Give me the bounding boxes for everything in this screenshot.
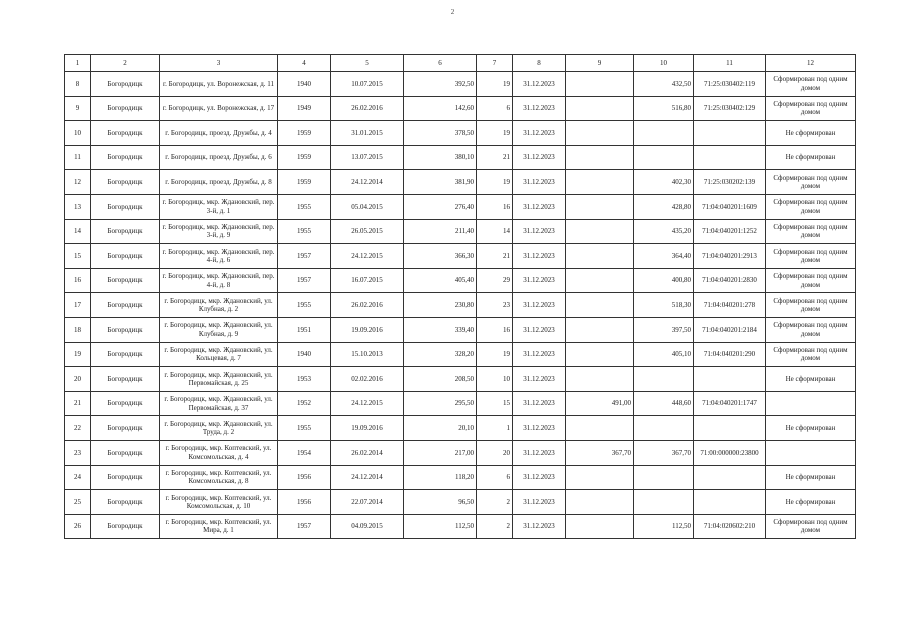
cell-value-a [566,342,634,367]
cell-status: Не сформирован [766,145,856,170]
cell-area: 378,50 [404,121,477,146]
cell-value-a [566,416,634,441]
cell-locality: Богородицк [91,268,160,293]
cell-status: Не сформирован [766,367,856,392]
cell-value-a [566,244,634,269]
cell-locality: Богородицк [91,145,160,170]
cell-count: 19 [477,170,513,195]
cell-value-a [566,367,634,392]
cell-row-number: 8 [65,72,91,97]
column-header: 11 [694,55,766,72]
cell-build-year: 1951 [278,317,331,342]
cell-cadastral-number [694,145,766,170]
cell-status: Сформирован под одним домом [766,268,856,293]
cell-status [766,440,856,465]
cell-status: Не сформирован [766,121,856,146]
cell-land-area: 112,50 [634,514,694,539]
cell-address: г. Богородицк, проезд. Дружбы, д. 6 [160,145,278,170]
cell-status: Сформирован под одним домом [766,72,856,97]
cell-status [766,391,856,416]
cell-count: 19 [477,72,513,97]
cell-status: Сформирован под одним домом [766,170,856,195]
cell-row-number: 26 [65,514,91,539]
cell-cadastral-number: 71:04:040201:2913 [694,244,766,269]
cell-build-year: 1957 [278,268,331,293]
cell-value-a [566,317,634,342]
table-row [65,145,856,170]
cell-value-a [566,72,634,97]
cell-cadastral-number [694,416,766,441]
cell-area: 211,40 [404,219,477,244]
cell-date: 26.02.2014 [331,440,404,465]
column-header: 5 [331,55,404,72]
cell-address: г. Богородицк, мкр. Ждановский, пер. 4-й, д. 6 [160,244,278,269]
cell-count: 1 [477,416,513,441]
cell-date: 10.07.2015 [331,72,404,97]
cell-build-year: 1956 [278,490,331,515]
cell-value-a [566,268,634,293]
cell-count: 10 [477,367,513,392]
cell-locality: Богородицк [91,367,160,392]
cell-end-date: 31.12.2023 [513,440,566,465]
table-row [65,342,856,367]
cell-land-area [634,416,694,441]
cell-locality: Богородицк [91,170,160,195]
cell-locality: Богородицк [91,244,160,269]
cell-cadastral-number [694,490,766,515]
cell-land-area [634,465,694,490]
cell-locality: Богородицк [91,514,160,539]
cell-count: 6 [477,465,513,490]
cell-land-area: 448,60 [634,391,694,416]
cell-area: 118,20 [404,465,477,490]
cell-status: Не сформирован [766,465,856,490]
cell-cadastral-number: 71:04:020602:210 [694,514,766,539]
cell-end-date: 31.12.2023 [513,416,566,441]
cell-land-area: 397,50 [634,317,694,342]
cell-value-a [566,293,634,318]
cell-row-number: 18 [65,317,91,342]
cell-row-number: 24 [65,465,91,490]
cell-area: 276,40 [404,194,477,219]
cell-area: 142,60 [404,96,477,121]
cell-count: 19 [477,121,513,146]
cell-address: г. Богородицк, мкр. Ждановский, пер. 3-й, д. 9 [160,219,278,244]
cell-address: г. Богородицк, мкр. Ждановский, пер. 3-й, д. 1 [160,194,278,219]
cell-count: 16 [477,317,513,342]
cell-build-year: 1952 [278,391,331,416]
cell-build-year: 1959 [278,170,331,195]
cell-date: 22.07.2014 [331,490,404,515]
column-header: 10 [634,55,694,72]
cell-locality: Богородицк [91,440,160,465]
cell-cadastral-number [694,465,766,490]
cell-count: 20 [477,440,513,465]
cell-count: 6 [477,96,513,121]
cell-address: г. Богородицк, мкр. Коптевский, ул. Комсомольская, д. 4 [160,440,278,465]
cell-date: 26.02.2016 [331,96,404,121]
cell-cadastral-number: 71:25:030202:139 [694,170,766,195]
cell-locality: Богородицк [91,194,160,219]
cell-status: Сформирован под одним домом [766,293,856,318]
cell-build-year: 1940 [278,342,331,367]
table-row [65,367,856,392]
cell-build-year: 1955 [278,219,331,244]
table-row [65,490,856,515]
cell-row-number: 21 [65,391,91,416]
cell-count: 15 [477,391,513,416]
cell-count: 29 [477,268,513,293]
cell-row-number: 13 [65,194,91,219]
cell-land-area: 428,80 [634,194,694,219]
cell-status: Сформирован под одним домом [766,219,856,244]
cell-area: 381,90 [404,170,477,195]
cell-area: 380,10 [404,145,477,170]
cell-area: 366,30 [404,244,477,269]
cell-end-date: 31.12.2023 [513,391,566,416]
cell-date: 15.10.2013 [331,342,404,367]
cell-locality: Богородицк [91,219,160,244]
cell-locality: Богородицк [91,96,160,121]
cell-end-date: 31.12.2023 [513,514,566,539]
cell-end-date: 31.12.2023 [513,145,566,170]
cell-date: 24.12.2014 [331,465,404,490]
cell-locality: Богородицк [91,121,160,146]
table-row [65,244,856,269]
column-header: 4 [278,55,331,72]
housing-register-table [64,54,856,539]
cell-area: 405,40 [404,268,477,293]
cell-status: Не сформирован [766,416,856,441]
cell-cadastral-number: 71:25:030402:129 [694,96,766,121]
cell-end-date: 31.12.2023 [513,194,566,219]
cell-date: 19.09.2016 [331,317,404,342]
cell-build-year: 1955 [278,194,331,219]
cell-row-number: 11 [65,145,91,170]
cell-end-date: 31.12.2023 [513,465,566,490]
cell-row-number: 15 [65,244,91,269]
cell-status: Не сформирован [766,490,856,515]
page-number: 2 [450,8,455,16]
cell-area: 295,50 [404,391,477,416]
cell-address: г. Богородицк, мкр. Ждановский, ул. Первомайская, д. 25 [160,367,278,392]
cell-build-year: 1955 [278,293,331,318]
table-row [65,96,856,121]
cell-date: 26.05.2015 [331,219,404,244]
header-row [65,55,856,72]
cell-value-a [566,96,634,121]
cell-land-area [634,145,694,170]
cell-address: г. Богородицк, проезд. Дружбы, д. 4 [160,121,278,146]
column-header: 2 [91,55,160,72]
cell-land-area: 405,10 [634,342,694,367]
cell-row-number: 22 [65,416,91,441]
column-header: 1 [65,55,91,72]
cell-land-area: 518,30 [634,293,694,318]
cell-end-date: 31.12.2023 [513,367,566,392]
cell-locality: Богородицк [91,490,160,515]
cell-row-number: 14 [65,219,91,244]
cell-date: 04.09.2015 [331,514,404,539]
cell-status: Сформирован под одним домом [766,317,856,342]
cell-build-year: 1940 [278,72,331,97]
table-row [65,440,856,465]
table-row [65,170,856,195]
cell-row-number: 12 [65,170,91,195]
cell-area: 20,10 [404,416,477,441]
cell-build-year: 1954 [278,440,331,465]
table-row [65,219,856,244]
cell-locality: Богородицк [91,72,160,97]
table-row [65,268,856,293]
cell-end-date: 31.12.2023 [513,244,566,269]
cell-address: г. Богородицк, мкр. Ждановский, ул. Кольцевая, д. 7 [160,342,278,367]
cell-address: г. Богородицк, мкр. Ждановский, ул. Первомайская, д. 37 [160,391,278,416]
cell-value-a [566,219,634,244]
cell-row-number: 20 [65,367,91,392]
cell-cadastral-number: 71:04:040201:278 [694,293,766,318]
table-row [65,416,856,441]
cell-build-year: 1955 [278,416,331,441]
table-row [65,317,856,342]
cell-address: г. Богородицк, мкр. Ждановский, ул. Клубная, д. 2 [160,293,278,318]
cell-end-date: 31.12.2023 [513,268,566,293]
cell-land-area [634,367,694,392]
cell-status: Сформирован под одним домом [766,244,856,269]
cell-date: 26.02.2016 [331,293,404,318]
cell-cadastral-number: 71:04:040201:290 [694,342,766,367]
cell-locality: Богородицк [91,391,160,416]
cell-land-area: 367,70 [634,440,694,465]
cell-end-date: 31.12.2023 [513,342,566,367]
cell-row-number: 19 [65,342,91,367]
cell-build-year: 1957 [278,244,331,269]
cell-build-year: 1959 [278,145,331,170]
cell-date: 02.02.2016 [331,367,404,392]
cell-value-a [566,490,634,515]
column-header: 8 [513,55,566,72]
cell-address: г. Богородицк, мкр. Коптевский, ул. Комсомольская, д. 8 [160,465,278,490]
column-header: 7 [477,55,513,72]
cell-row-number: 10 [65,121,91,146]
cell-status: Сформирован под одним домом [766,194,856,219]
cell-build-year: 1959 [278,121,331,146]
cell-cadastral-number: 71:00:000000:23800 [694,440,766,465]
cell-count: 21 [477,145,513,170]
cell-row-number: 9 [65,96,91,121]
cell-row-number: 17 [65,293,91,318]
cell-end-date: 31.12.2023 [513,490,566,515]
table-row [65,194,856,219]
cell-count: 16 [477,194,513,219]
cell-end-date: 31.12.2023 [513,121,566,146]
table-row [65,391,856,416]
cell-date: 19.09.2016 [331,416,404,441]
cell-date: 24.12.2015 [331,244,404,269]
table-row [65,121,856,146]
cell-row-number: 23 [65,440,91,465]
cell-count: 2 [477,490,513,515]
cell-locality: Богородицк [91,416,160,441]
cell-end-date: 31.12.2023 [513,317,566,342]
cell-end-date: 31.12.2023 [513,219,566,244]
cell-address: г. Богородицк, проезд. Дружбы, д. 8 [160,170,278,195]
cell-land-area: 364,40 [634,244,694,269]
cell-address: г. Богородицк, ул. Воронежская, д. 17 [160,96,278,121]
table-row [65,72,856,97]
cell-address: г. Богородицк, мкр. Ждановский, ул. Клубная, д. 9 [160,317,278,342]
cell-build-year: 1949 [278,96,331,121]
cell-build-year: 1957 [278,514,331,539]
cell-value-a [566,465,634,490]
cell-address: г. Богородицк, мкр. Коптевский, ул. Мира, д. 1 [160,514,278,539]
cell-land-area: 435,20 [634,219,694,244]
cell-area: 230,80 [404,293,477,318]
cell-address: г. Богородицк, мкр. Ждановский, пер. 4-й, д. 8 [160,268,278,293]
cell-end-date: 31.12.2023 [513,72,566,97]
cell-cadastral-number: 71:25:030402:119 [694,72,766,97]
cell-date: 16.07.2015 [331,268,404,293]
cell-value-a [566,194,634,219]
column-header: 6 [404,55,477,72]
cell-status: Сформирован под одним домом [766,342,856,367]
cell-date: 05.04.2015 [331,194,404,219]
cell-value-a: 367,70 [566,440,634,465]
cell-count: 19 [477,342,513,367]
cell-cadastral-number: 71:04:040201:1609 [694,194,766,219]
cell-locality: Богородицк [91,465,160,490]
cell-land-area [634,121,694,146]
cell-end-date: 31.12.2023 [513,170,566,195]
cell-locality: Богородицк [91,317,160,342]
table-row [65,514,856,539]
cell-count: 23 [477,293,513,318]
cell-end-date: 31.12.2023 [513,293,566,318]
cell-cadastral-number: 71:04:040201:2184 [694,317,766,342]
cell-date: 24.12.2015 [331,391,404,416]
cell-build-year: 1953 [278,367,331,392]
cell-cadastral-number [694,121,766,146]
cell-row-number: 25 [65,490,91,515]
cell-value-a [566,170,634,195]
cell-status: Сформирован под одним домом [766,514,856,539]
column-header: 9 [566,55,634,72]
cell-date: 31.01.2015 [331,121,404,146]
cell-area: 208,50 [404,367,477,392]
table-row [65,465,856,490]
cell-locality: Богородицк [91,293,160,318]
cell-cadastral-number [694,367,766,392]
cell-cadastral-number: 71:04:040201:2830 [694,268,766,293]
cell-address: г. Богородицк, мкр. Ждановский, ул. Труда, д. 2 [160,416,278,441]
cell-count: 2 [477,514,513,539]
cell-land-area: 432,50 [634,72,694,97]
cell-value-a [566,514,634,539]
cell-row-number: 16 [65,268,91,293]
cell-status: Сформирован под одним домом [766,96,856,121]
cell-value-a: 491,00 [566,391,634,416]
cell-area: 112,50 [404,514,477,539]
table-body [65,72,856,539]
cell-count: 21 [477,244,513,269]
cell-address: г. Богородицк, ул. Воронежская, д. 11 [160,72,278,97]
cell-land-area: 516,80 [634,96,694,121]
cell-count: 14 [477,219,513,244]
cell-area: 339,40 [404,317,477,342]
cell-end-date: 31.12.2023 [513,96,566,121]
cell-land-area [634,490,694,515]
cell-area: 96,50 [404,490,477,515]
cell-area: 392,50 [404,72,477,97]
cell-area: 328,20 [404,342,477,367]
cell-build-year: 1956 [278,465,331,490]
cell-cadastral-number: 71:04:040201:1252 [694,219,766,244]
cell-land-area: 400,80 [634,268,694,293]
cell-area: 217,00 [404,440,477,465]
cell-date: 24.12.2014 [331,170,404,195]
cell-land-area: 402,30 [634,170,694,195]
cell-cadastral-number: 71:04:040201:1747 [694,391,766,416]
table-row [65,293,856,318]
cell-locality: Богородицк [91,342,160,367]
column-header: 3 [160,55,278,72]
cell-address: г. Богородицк, мкр. Коптевский, ул. Комсомольская, д. 10 [160,490,278,515]
cell-value-a [566,121,634,146]
column-header: 12 [766,55,856,72]
cell-date: 13.07.2015 [331,145,404,170]
cell-value-a [566,145,634,170]
